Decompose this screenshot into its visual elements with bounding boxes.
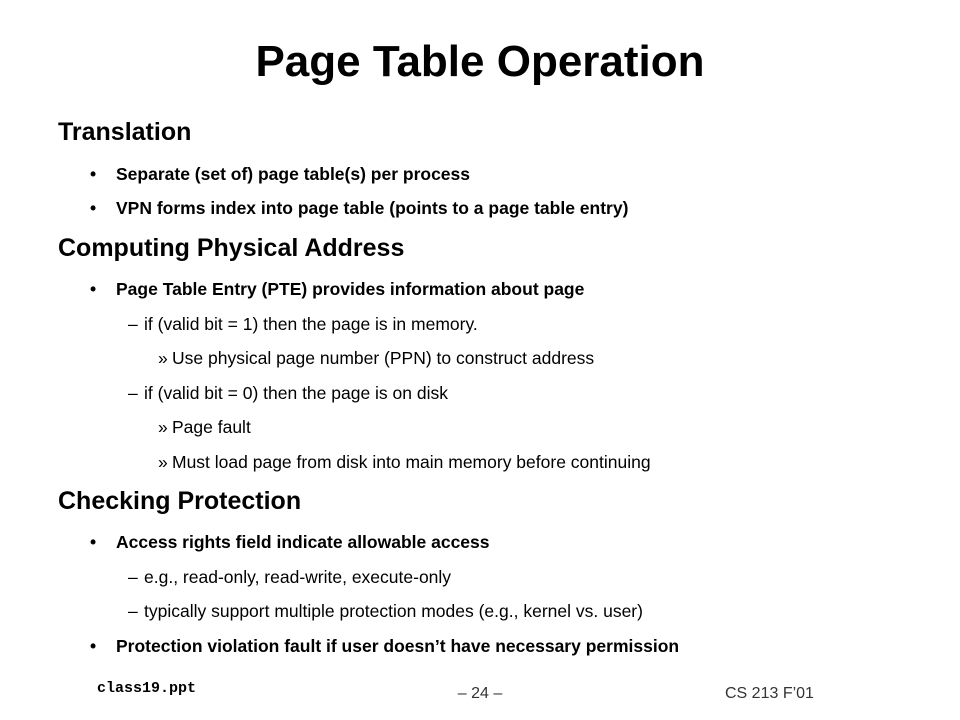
dash-marker: – [128,601,138,621]
bullet-item [90,531,490,553]
heading-checking-protection: Checking Protection [58,487,302,515]
dash-marker: – [128,314,138,334]
subsub-item [158,347,594,369]
footer-filename: class19.ppt [97,680,197,697]
subsub-item [158,416,251,438]
chevron-marker: » [158,452,168,472]
bullet-text: Page Table Entry (PTE) provides information about page [116,279,585,299]
heading-translation: Translation [58,118,192,146]
sub-item [128,566,451,588]
sub-item [128,313,478,335]
footer-page-number: – 24 – [457,685,503,702]
bullet-marker: • [90,198,97,218]
bullet-text: Access rights field indicate allowable access [116,532,490,552]
bullet-marker: • [90,532,97,552]
subsub-item [158,451,651,473]
dash-marker: – [128,383,138,403]
bullet-text: VPN forms index into page table (points to a page table entry) [116,198,629,218]
footer-course-label: CS 213 F’01 [725,685,814,702]
dash-marker: – [128,567,138,587]
sub-item-text: typically support multiple protection modes (e.g., kernel vs. user) [144,601,643,621]
sub-item-text: if (valid bit = 0) then the page is on disk [144,383,448,403]
bullet-item [90,635,679,657]
sub-item [128,600,643,622]
slide-title: Page Table Operation [255,37,705,86]
subsub-item-text: Must load page from disk into main memory before continuing [172,452,651,472]
chevron-marker: » [158,348,168,368]
subsub-item-text: Use physical page number (PPN) to construct address [172,348,595,368]
subsub-item-text: Page fault [172,417,251,437]
heading-computing-physical-address: Computing Physical Address [58,234,405,262]
chevron-marker: » [158,417,168,437]
bullet-marker: • [90,164,97,184]
bullet-text: Separate (set of) page table(s) per process [116,164,470,184]
sub-item [128,382,448,404]
bullet-marker: • [90,636,97,656]
bullet-text: Protection violation fault if user doesn’t have necessary permission [116,636,680,656]
bullet-item [90,278,584,300]
bullet-item [90,197,628,219]
sub-item-text: e.g., read-only, read-write, execute-only [144,567,452,587]
sub-item-text: if (valid bit = 1) then the page is in memory. [144,314,478,334]
bullet-item [90,163,470,185]
bullet-marker: • [90,279,97,299]
